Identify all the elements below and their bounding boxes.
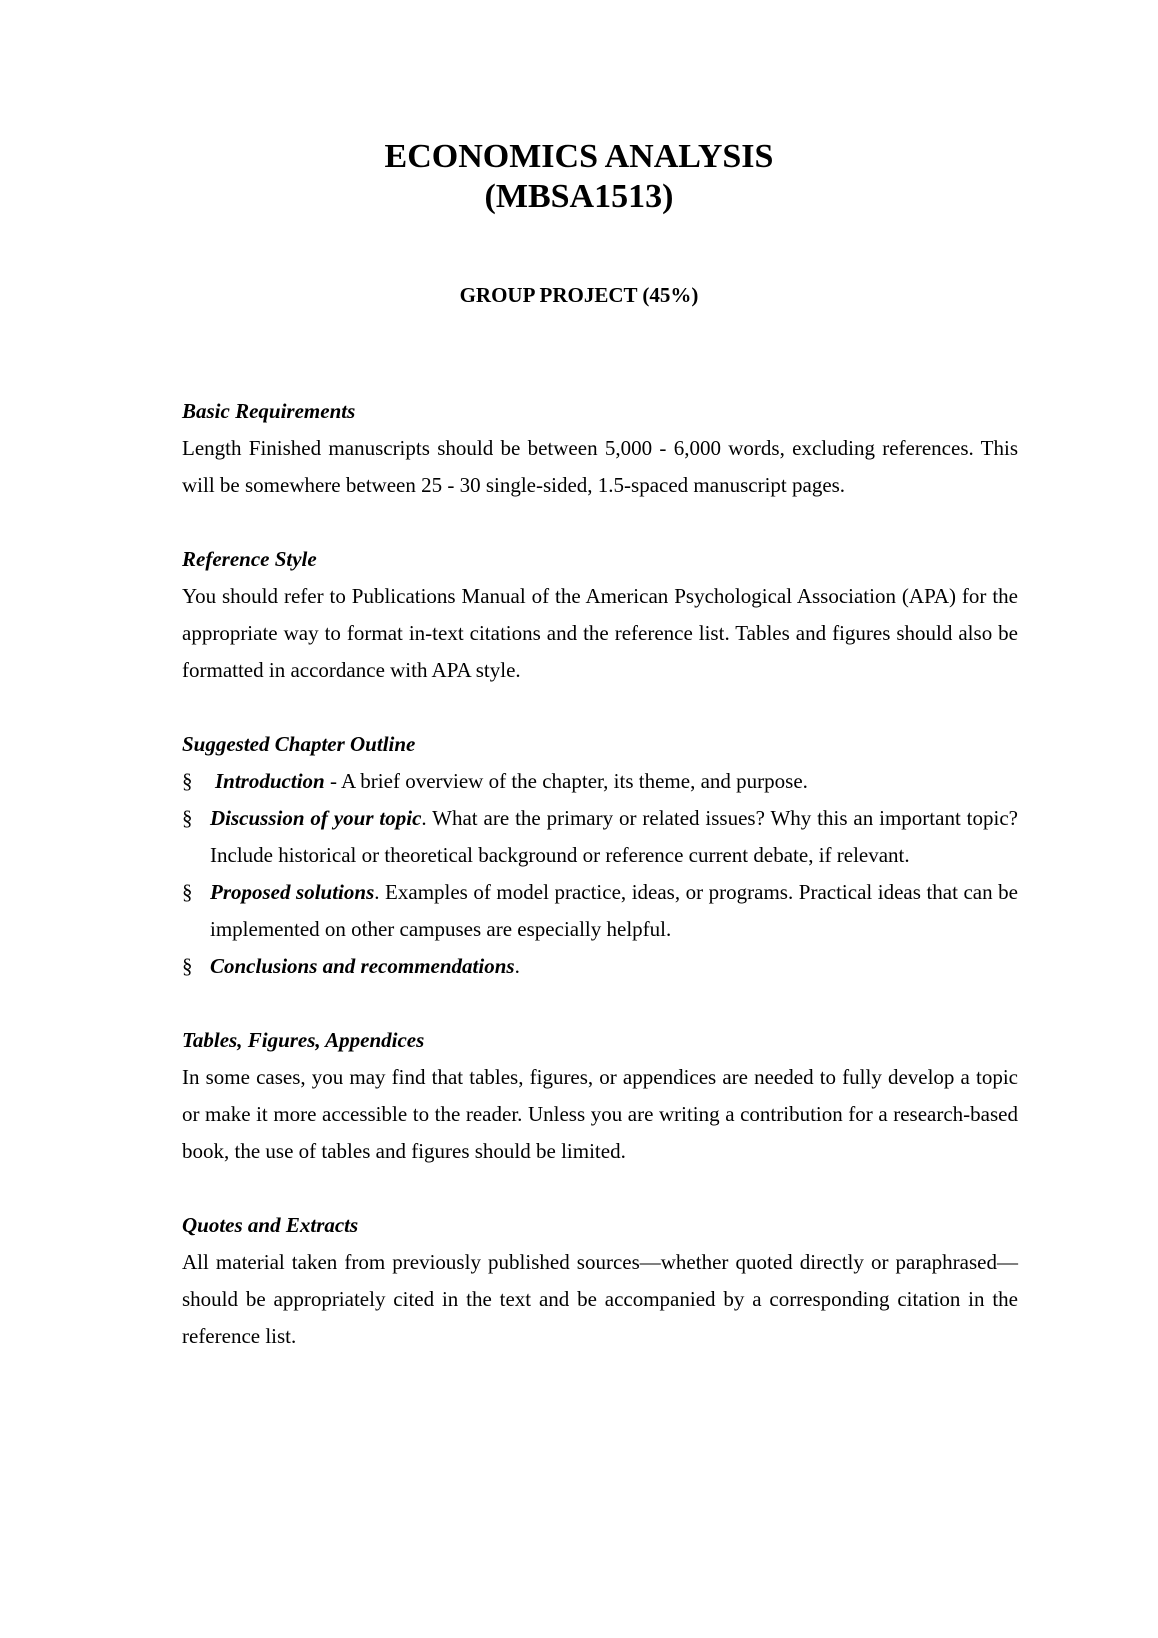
document-content (182, 393, 1018, 1392)
chapter-outline-list (182, 763, 1018, 985)
section-quotes-extracts (182, 1207, 1018, 1355)
document-title (0, 137, 1158, 217)
section-sign-bullet-icon: § (182, 769, 193, 793)
outline-term: Proposed solutions (210, 880, 375, 904)
section-heading: Tables, Figures, Appendices (182, 1028, 425, 1052)
outline-term: Introduction (215, 769, 325, 793)
section-body: Length Finished manuscripts should be between 5,000 - 6,000 words, excluding references. This will be somewhere between 25 - 30 single-sided, 1.5-spaced manuscript pages. (182, 436, 1018, 497)
section-body: All material taken from previously published sources—whether quoted directly or paraphrased—should be appropriately cited in the text and be accompanied by a corresponding citation in the reference list. (182, 1250, 1018, 1348)
outline-text: . What are the primary or related issues? Why this an important topic? Include historical or theoretical background or reference current debate, if relevant. (210, 806, 1018, 867)
outline-text: . (514, 954, 520, 978)
document-subtitle: GROUP PROJECT (45%) (459, 283, 699, 307)
list-item (182, 800, 1018, 874)
section-reference-style (182, 541, 1018, 689)
section-heading: Suggested Chapter Outline (182, 732, 416, 756)
section-tables-figures (182, 1022, 1018, 1170)
section-body: You should refer to Publications Manual of the American Psychological Association (APA) for the appropriate way to format in-text citations and the reference list. Tables and figures should also be formatted in accordance with APA style. (182, 584, 1018, 682)
section-sign-bullet-icon: § (182, 806, 193, 830)
list-item (182, 948, 1018, 985)
list-item (182, 763, 1018, 800)
section-body: In some cases, you may find that tables, figures, or appendices are needed to fully develop a topic or make it more accessible to the reader. Unless you are writing a contribution for a research-based book, the use of tables and figures should be limited. (182, 1065, 1018, 1163)
outline-text: . Examples of model practice, ideas, or programs. Practical ideas that can be implemented on other campuses are especially helpful. (210, 880, 1018, 941)
title-course-code: (MBSA1513) (484, 178, 674, 215)
section-sign-bullet-icon: § (182, 954, 193, 978)
section-heading: Quotes and Extracts (182, 1213, 359, 1237)
outline-term: Discussion of your topic (210, 806, 422, 830)
section-chapter-outline (182, 726, 1018, 985)
outline-term: Conclusions and recommendations (210, 954, 515, 978)
section-heading: Basic Requirements (182, 399, 356, 423)
section-basic-requirements (182, 393, 1018, 504)
outline-text: - A brief overview of the chapter, its theme, and purpose. (324, 769, 808, 793)
section-heading: Reference Style (182, 547, 317, 571)
section-sign-bullet-icon: § (182, 880, 193, 904)
list-item (182, 874, 1018, 948)
title-course-name: ECONOMICS ANALYSIS (384, 138, 774, 175)
